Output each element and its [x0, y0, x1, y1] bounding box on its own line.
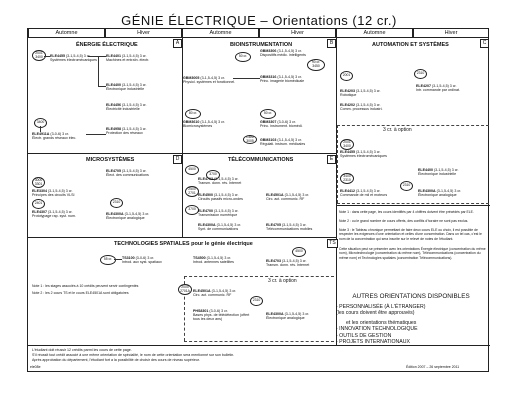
other-orientation-item: - OUTILS DE GESTION: [336, 332, 392, 339]
prereq-oval: 4500: [185, 165, 199, 175]
ts-note-1: Note 1 : les stages associés à 10 crédits peuvent servir contingentés: [32, 284, 139, 288]
footer-line-1: L'étudiant doit réussir 12 crédits parmi les cours de cette page.: [32, 348, 132, 352]
winter-header-c: Hiver: [413, 29, 489, 38]
course-node: ELE4307 (3-1,5-4,5) 3 cr. Prototypage rap. syst. num.: [32, 210, 76, 219]
prereq-arrow: [88, 56, 106, 57]
option-label-ts: 3 cr. à option: [268, 278, 297, 284]
edition-date: Édition 2007 – 26 septembre 2011: [406, 365, 460, 369]
course-node: ELE4401 (3-1,5-4,5) 3 cr. Machines et entraîn. électr.: [106, 54, 150, 63]
course-node: GBM3610 (3-1,5-4,5) 3 cr. Biomicrosystèmes: [183, 120, 225, 129]
course-node: ELE4400 (3-1,5-4,5) 3 cr. Électronique industrielle: [106, 83, 147, 92]
section-label-automation: AUTOMATION ET SYSTÈMES: [372, 42, 449, 48]
course-node: ELE4703 (3-1,5-4,5) 3 cr. Transm. donn. rés. Internet: [198, 177, 242, 186]
prereq-oval: 3700: [206, 170, 220, 180]
prereq-oval: 2310: [414, 69, 427, 79]
course-node: GBM3005 (3-1,5-4,5) 3 cr. Physiol. systèmes et fonctionnel.: [183, 76, 236, 85]
option-box-border: [337, 125, 489, 126]
grid-divider: [336, 205, 490, 206]
option-box-border: [337, 203, 489, 204]
prereq-oval: 80 cr.: [185, 109, 201, 119]
option-box-border: [337, 125, 338, 203]
course-node: ELE4500 (3-1,5-4,5) 3 cr. Circuits passifs micro-ondes: [198, 193, 243, 202]
grid-divider: [182, 29, 183, 237]
section-tag-a: A: [173, 39, 182, 48]
prereq-oval: 2001: [340, 71, 353, 81]
other-orientations-heading: AUTRES ORIENTATIONS DISPONIBLES: [352, 293, 470, 300]
course-node: ELE4911A (3-0-6) 3 cr. Électr. grands réseaux élec.: [32, 132, 77, 141]
course-node: ELE4456 (3-1,5-4,5) 3 cr. Électricité industrielle: [106, 103, 147, 112]
other-orientations: [336, 293, 486, 345]
autumn-header-a: Automne: [28, 29, 105, 38]
prereq-oval: 90 cr. 3450: [307, 59, 325, 71]
course-node: PHS8301 (3-0-6) 3 cr. Bases phys. de télédétection (offert tous les deux ans): [193, 309, 250, 322]
autumn-header-b: Automne: [182, 29, 259, 38]
prereq-oval: 3400: [34, 118, 47, 128]
prereq-arrow: [233, 78, 260, 79]
section-label-microsystemes: MICROSYSTÈMES: [86, 157, 135, 163]
course-node: ELE4705 (3-1,5-4,5) 3 cr. Télécommunications mobiles: [266, 223, 313, 232]
note-1: Note 1 : dans cette page, les cours identifiés par 4 chiffres doivent être précédés par ELE.: [339, 210, 474, 214]
course-node: ELE3304 (3-1,5-4,5) 3 cr. Principes des circuits VLSI: [32, 189, 75, 198]
other-orientation-item: - INNOVATION TECHNOLOGIQUE: [336, 326, 418, 333]
section-tag-c: C: [480, 39, 489, 48]
prereq-oval: 50 cr.: [260, 109, 276, 119]
course-node: ELE4400 (3-1,5-4,5) 3 cr. Électronique industrielle: [418, 168, 459, 177]
prereq-oval: 50 cr.: [235, 52, 251, 62]
course-node: ELE4300A (3-1,5-4,5) 3 cr. Électronique analogique: [106, 212, 150, 221]
autumn-header-c: Automne: [336, 29, 413, 38]
prereq-oval: 4500: [292, 247, 306, 257]
course-node: ELE4501A (3-1,5-4,5) 3 cr. Circ. act. communic. RF: [193, 289, 237, 298]
course-node: ELE4300A (3-1,5-4,5) 3 cr. Électronique analogique: [266, 312, 310, 321]
course-node: ELE4455 (3-1,5-4,5) 3 cr. Systèmes électromécaniques: [50, 54, 97, 63]
document-code: ele08e: [30, 365, 41, 369]
course-node: ELE4501A (3-1,5-4,5) 3 cr. Circ. act. communic. RF: [266, 193, 310, 202]
course-node: TS3100 (3-0-6) 3 cr. Introd. aux syst. spatiaux: [122, 256, 162, 265]
footer-line-2: S'il réussit tout crédit associé à une même orientation de spécialité, le nom de cette orientation sera mentionné sur son bulletin.: [32, 353, 235, 357]
prereq-arrow: [98, 56, 99, 86]
section-label-energie: ÉNERGIE ÉLECTRIQUE: [76, 42, 138, 48]
page-title: GÉNIE ÉLECTRIQUE – Orientations (12 cr.): [121, 13, 397, 28]
other-orientation-item: (les cours doivent être approuvés): [336, 310, 415, 317]
prereq-oval: 3700: [185, 205, 199, 215]
other-orientation-item: - PERSONNALISÉE (À L'ÉTRANGER): [336, 304, 426, 310]
section-label-bioinstrumentation: BIOINSTRUMENTATION: [230, 42, 293, 48]
prereq-oval: 3000 3301: [32, 177, 45, 188]
option-box-border: [184, 276, 334, 277]
prereq-oval: 2310: [110, 198, 123, 208]
course-node: ELE4700 (3-1,5-4,5) 3 cr. Transmission numérique: [198, 209, 239, 218]
course-node: GBM3103 (3-1,5-4,5) 3 cr. Régulati. instrum. médicales: [260, 138, 306, 147]
section-tag-d: D: [173, 155, 182, 164]
course-node: ELE4703 (3-1,5-4,5) 3 cr. Transm. donn. rés. Internet: [266, 259, 310, 268]
grid-divider: [28, 237, 336, 238]
prereq-arrow: [98, 86, 106, 87]
prereq-arrow: [114, 259, 122, 260]
course-node: ELE4958 (3-1,5-4,5) 3 cr. Protection des réseaux: [106, 127, 147, 136]
other-orientation-item: - PROJETS INTERNATIONAUX: [336, 339, 410, 346]
option-box-border: [184, 341, 334, 342]
prereq-oval: 3400 2310: [340, 173, 354, 184]
course-node: ELE4203 (3-1,5-4,5) 3 cr. Robotique: [340, 89, 381, 98]
course-node: ELE4412 (3-1,5-4,5) 3 cr. Commande de mil et moteurs: [340, 189, 388, 198]
ts-note-2: Note 2 : les 2 cours TS et le cours ELE4501A sont obligatoires: [32, 291, 129, 295]
prereq-oval: 55 cr.: [100, 255, 116, 265]
footer-line-3: Après approbation du département, l'étudiant fort a la possibilité de choisir des cours de niveau supérieur.: [32, 358, 200, 362]
section-label-technologies-spatiales: TECHNOLOGIES SPATIALES pour le génie électrique: [114, 241, 253, 247]
note-2: Note 2 : ou le grand nombre de cours offerts, des conflits d'horaire ne sont pas exclus.: [339, 219, 469, 223]
note-3: Note 3 : le Tableau chronique permettant de faire deux cours ELE ou choix, il est possible de respecter les exigences d'une orientation et celles d'une concentration. Dans un tel cas, c'est le nom de la concentration qui sera inscrite sur le relevé de notes de l'étudiant.: [339, 228, 482, 241]
prereq-oval: 2001 3400: [340, 139, 354, 150]
winter-header-a: Hiver: [105, 29, 182, 38]
section-tag-ts: TS: [327, 239, 338, 248]
course-node: ELE4202 (3-1,5-4,5) 3 cr. Comm. processus industri.: [340, 103, 383, 112]
course-node: TS4500 (3-1,5-4,5) 3 cr. Introd. antennes satellites: [193, 256, 234, 265]
prereq-oval: 2000 2701A: [178, 284, 192, 295]
prereq-oval: GBM 3005: [243, 135, 257, 144]
course-node: GBM3307 (3-0-6) 3 cr. Princ. instrument. biomédi.: [260, 120, 303, 129]
section-label-telecommunications: TÉLÉCOMMUNICATIONS: [228, 157, 294, 163]
other-orientation-item: et les orientations thématiques: [346, 319, 417, 326]
section-tag-b: B: [327, 39, 336, 48]
winter-header-b: Hiver: [259, 29, 336, 38]
prereq-oval: 2401: [32, 199, 45, 209]
course-node: ELE4455 (3-1,5-4,5) 3 cr. Systèmes électromécaniques: [340, 150, 387, 159]
course-node: ELE4300A (3-1,5-4,5) 3 cr. Électronique analogique: [418, 189, 462, 198]
section-tag-e: E: [327, 155, 336, 164]
course-node: GBM3306 (3-1,5-4,5) 3 cr. Dispositifs médic. intelligents: [260, 49, 306, 58]
note-4: Cette situation peut se présenter avec les orientations Énergie électrique (concentration du même nom), Microtechnologie (concentration du même nom), Télécommunications (concentration du même nom) et Technologies spatiales (concentration Télécommunications).: [339, 247, 486, 260]
grid-divider: [28, 153, 336, 154]
course-node: ELE4705 (3-1,5-4,5) 3 cr. Élect. des communications: [106, 169, 149, 178]
course-node: ELE4207 (3-1,5-4,5) 3 cr. Intr. commande par ordinat.: [416, 84, 460, 93]
prereq-oval: 2310: [250, 296, 263, 306]
prereq-oval: 2001 3400: [32, 50, 46, 61]
prereq-arrow: [86, 134, 106, 135]
course-node: GBM3316 (3-1,5-4,5) 3 cr. Princ. imagerie biomédicale: [260, 75, 305, 84]
prereq-oval: 2500 2701: [185, 186, 199, 197]
option-label-c: 3 cr. à option: [383, 127, 412, 133]
course-node: ELE4300A (3-1,5-4,5) 3 cr. Synt. de communications: [198, 223, 242, 232]
prereq-oval: 2310: [400, 181, 413, 191]
